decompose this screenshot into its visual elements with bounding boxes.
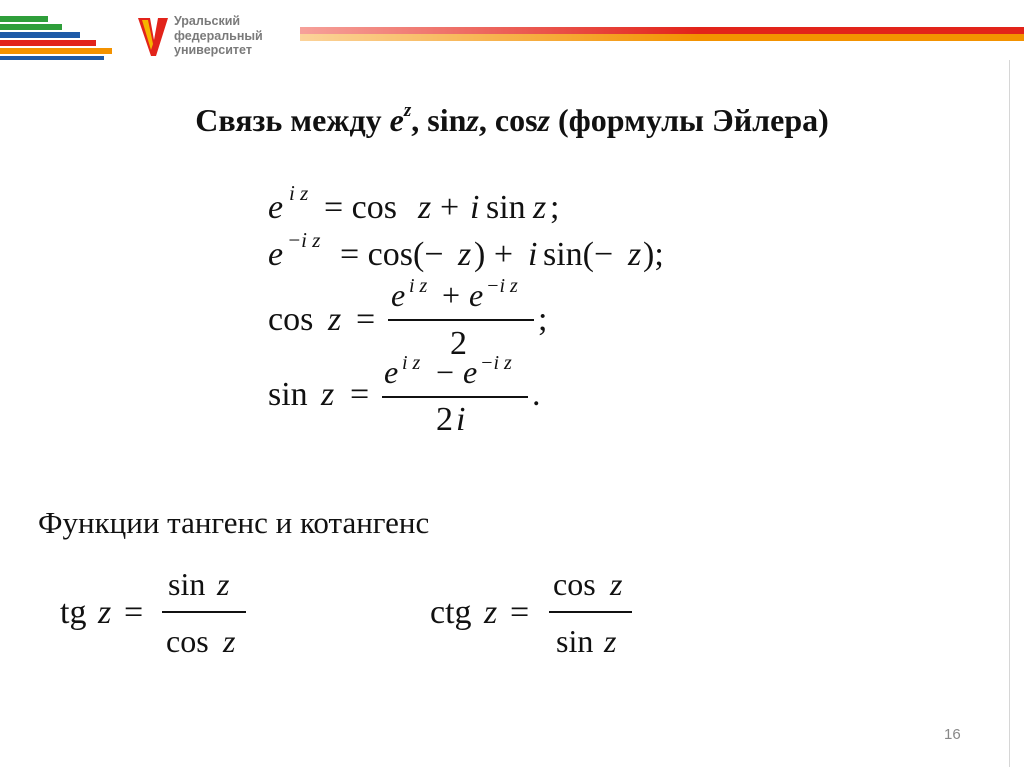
- ctg-var: z: [484, 594, 498, 631]
- ctg-den-var: z: [604, 623, 617, 659]
- tangent-formula: [60, 566, 246, 659]
- eq1-plus: +: [440, 189, 460, 226]
- eq4-num-e2: e: [463, 354, 478, 390]
- eq4-num-exp2: −i z: [480, 352, 512, 374]
- eq3-num-e1: e: [391, 277, 406, 313]
- eq3-num-e2: e: [469, 277, 484, 313]
- eq1-z2: z: [533, 189, 547, 226]
- eq2-z2: z: [628, 236, 642, 273]
- ctg-num-fn: cos: [553, 566, 596, 602]
- title-cos: cos: [494, 102, 538, 138]
- eq1-exponent: i z: [289, 181, 309, 205]
- eq4-den-i: i: [456, 401, 466, 438]
- eq2-z1: z: [458, 236, 472, 273]
- eq4-num-exp1: i z: [402, 352, 421, 374]
- eq4-den-2: 2: [436, 401, 453, 438]
- eq3-equals: =: [356, 301, 376, 338]
- eq3-num-exp2: −i z: [486, 275, 518, 297]
- title-e-exponent: z: [403, 100, 412, 122]
- university-name-line-1: Уральский: [174, 14, 241, 28]
- tg-var: z: [98, 594, 112, 631]
- ctg-equals: =: [510, 594, 530, 631]
- eq4-end: .: [532, 376, 541, 413]
- title-sep-1: ,: [411, 102, 428, 138]
- tg-num-fn: sin: [168, 566, 206, 602]
- eq1-z1: z: [418, 189, 432, 226]
- eq1-end: ;: [550, 189, 560, 226]
- eq3-z: z: [328, 301, 342, 338]
- euler-formula-4: [268, 352, 541, 438]
- eq2-equals-cos: = cos(−: [340, 236, 444, 273]
- tg-den-var: z: [223, 623, 236, 659]
- eq3-end: ;: [538, 301, 548, 338]
- eq2-e: e: [268, 236, 284, 273]
- tg-fn: tg: [60, 594, 87, 631]
- title-sin: sin: [427, 102, 467, 138]
- eq1-i: i: [470, 189, 480, 226]
- euler-formula-2: [268, 228, 664, 273]
- eq4-num-minus: −: [436, 354, 455, 390]
- title-prefix: Связь между: [195, 102, 390, 138]
- eq1-e: e: [268, 189, 284, 226]
- ctg-den-fn: sin: [556, 623, 594, 659]
- eq4-num-e1: e: [384, 354, 399, 390]
- page-number: 16: [944, 726, 961, 743]
- title-suffix: (формулы Эйлера): [549, 102, 829, 138]
- title-sin-var: z: [466, 102, 479, 138]
- eq1-sin: sin: [486, 189, 526, 226]
- euler-formula-1: [268, 181, 559, 226]
- eq2-sin: sin(−: [543, 236, 614, 273]
- university-name-line-3: университет: [174, 43, 252, 57]
- eq3-num-plus: +: [442, 277, 461, 313]
- tg-den-fn: cos: [166, 623, 209, 659]
- eq2-mid: ) +: [474, 236, 513, 273]
- eq1-equals-cos: = cos: [324, 189, 397, 226]
- ctg-fn: ctg: [430, 594, 472, 631]
- eq2-i: i: [528, 236, 538, 273]
- eq4-sin: sin: [268, 376, 308, 413]
- eq2-exponent: −i z: [287, 228, 321, 252]
- title-e: e: [389, 102, 404, 138]
- university-name-line-2: федеральный: [174, 28, 263, 43]
- cotangent-formula: [430, 566, 632, 659]
- ctg-num-var: z: [610, 566, 623, 602]
- eq4-equals: =: [350, 376, 370, 413]
- eq2-end: );: [643, 236, 664, 273]
- title-cos-var: z: [537, 102, 550, 138]
- eq3-cos: cos: [268, 301, 314, 338]
- tg-num-var: z: [217, 566, 230, 602]
- section-title: Функции тангенс и котангенс: [38, 505, 430, 540]
- tg-equals: =: [124, 594, 144, 631]
- eq4-z: z: [321, 376, 335, 413]
- eq3-den: 2: [450, 325, 467, 362]
- eq3-num-exp1: i z: [409, 275, 428, 297]
- title-sep-2: ,: [478, 102, 495, 138]
- euler-formula-3: [268, 275, 547, 362]
